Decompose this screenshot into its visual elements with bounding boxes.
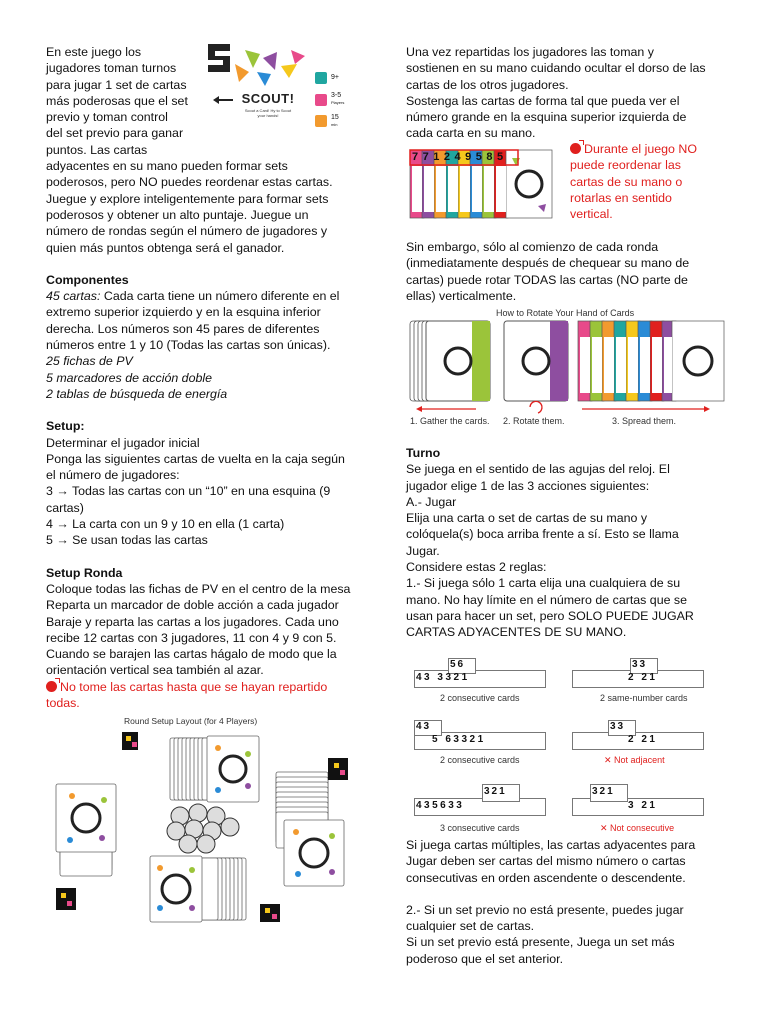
- layout-caption: Round Setup Layout (for 4 Players): [124, 716, 258, 726]
- played-numbers: 33: [632, 659, 648, 670]
- turn-line: colóquela(s) boca arriba frente a sí. Esto se llama: [406, 527, 679, 542]
- intro-line: del set previo para ganar: [46, 126, 184, 141]
- hand-numbers: 43 3321: [416, 672, 470, 683]
- round-line: Coloque todas las fichas de PV en el centro de la mesa: [46, 581, 351, 596]
- rotate-line: cartas) puede rotar TODAS las cartas (NO parte de: [406, 272, 688, 287]
- setup-line: 4 → La carta con un 9 y 10 en ella (1 carta): [46, 517, 285, 532]
- turn-section: [406, 445, 736, 641]
- rotate-title: How to Rotate Your Hand of Cards: [496, 308, 635, 318]
- setup-line: 3 → Todas las cartas con un “10” en una esquina (9: [46, 484, 331, 499]
- component-item: 5 marcadores de acción doble: [46, 370, 212, 385]
- rotate-caption-3: 3. Spread them.: [612, 416, 677, 426]
- box-players-label: Players: [331, 100, 345, 105]
- cards-text: derecha. Los números son 45 pares de diferentes: [46, 321, 320, 336]
- turn-line: Se juega en el sentido de las agujas del reloj. El: [406, 462, 670, 477]
- component-item: 25 fichas de PV: [46, 354, 133, 369]
- rotate-hand-figure: [406, 303, 726, 427]
- played-numbers: 321: [592, 786, 615, 797]
- example-card-set: [408, 780, 558, 833]
- intro-line: para jugar 1 set de cartas: [46, 77, 187, 92]
- box-time: 15: [331, 114, 339, 121]
- turn-line: 1.- Si juega sólo 1 carta elija una cualquiera de su: [406, 576, 681, 591]
- turn-line: Considere estas 2 reglas:: [406, 560, 547, 575]
- round-setup-heading: Setup Ronda: [46, 565, 123, 580]
- intro-line: poderosos y obtener un alto puntaje. Juegue un: [46, 207, 309, 222]
- round-line: Reparta un marcador de doble acción a cada jugador: [46, 598, 339, 613]
- no-reorder-warning: [570, 141, 730, 222]
- example-caption: 2 same-number cards: [600, 693, 688, 703]
- components-cards: [46, 288, 364, 304]
- hold-line: número grande en la esquina superior izquierda de: [406, 110, 687, 125]
- example-card-set: [568, 714, 718, 764]
- caption-text: Not adjacent: [614, 755, 665, 765]
- round-line: Cuando se barajen las cartas hágalo de modo que la: [46, 647, 337, 662]
- intro-line: puntos. Las cartas: [46, 142, 148, 157]
- played-numbers: 43: [416, 721, 432, 732]
- turn-heading: Turno: [406, 446, 441, 460]
- turn-line: Jugar.: [406, 543, 440, 558]
- example-caption: [604, 752, 665, 768]
- intro-line: número de rondas según el número de jugadores y: [46, 224, 328, 239]
- round-line: recibe 12 cartas con 3 jugadores, 11 con 4 y 9 con 5.: [46, 630, 337, 645]
- warning-text: todas.: [46, 695, 80, 710]
- setup-line: 5 → Se usan todas las cartas: [46, 533, 208, 548]
- cards-text: extremo superior izquierdo y en la esquina inferior: [46, 305, 321, 320]
- warning-line: rotarlas en sentido: [570, 190, 672, 205]
- scout-box-image: [205, 42, 360, 142]
- rotate-caption-2: 2. Rotate them.: [503, 416, 565, 426]
- box-time-label: min: [331, 122, 338, 127]
- turn-line: A.- Jugar: [406, 494, 457, 509]
- intro-line: más poderosas que el set: [46, 93, 188, 108]
- played-numbers: 56: [450, 659, 466, 670]
- rotate-line: (inmediatamente después de chequear su mano de: [406, 256, 690, 271]
- warning-line: [570, 141, 730, 157]
- setup-line: el número de jugadores:: [46, 468, 180, 483]
- example-caption: 2 consecutive cards: [440, 755, 520, 765]
- played-numbers: 321: [484, 786, 507, 797]
- hold-line: sostienen en su mano cuidando ocultar el dorso de las: [406, 61, 706, 76]
- cross-icon: ✕: [604, 755, 615, 765]
- warning-line: puede reordenar las: [570, 158, 681, 173]
- play-examples: [408, 652, 728, 832]
- warning-line: cartas de su mano o: [570, 174, 683, 189]
- hold-line: Sostenga las cartas de forma tal que pueda ver el: [406, 93, 680, 108]
- setup-heading: Setup:: [46, 419, 85, 434]
- rule-line: poderoso que el set anterior.: [406, 951, 564, 966]
- setup-line: cartas): [46, 500, 84, 515]
- left-column: [46, 44, 364, 711]
- cross-icon: ✕: [600, 823, 611, 833]
- age-icon: [315, 72, 327, 84]
- rotate-paragraph: [406, 239, 736, 304]
- example-card-set: [408, 714, 558, 764]
- hold-line: Una vez repartidas los jugadores las toman y: [406, 45, 654, 59]
- example-card-set: [568, 780, 718, 833]
- example-caption: 2 consecutive cards: [440, 693, 520, 703]
- intro-line: previo y toman control: [46, 110, 168, 125]
- hand-cards-figure: [408, 146, 558, 222]
- rule-line: Si un set previo está presente, Juega un set más: [406, 935, 675, 950]
- intro-line: adyacentes en su mano pueden formar sets: [46, 159, 288, 174]
- box-title: SCOUT!: [241, 91, 295, 106]
- rule-line: cualquier set de cartas.: [406, 919, 535, 934]
- hold-line: cartas de los otros jugadores.: [406, 77, 569, 92]
- round-line: orientación vertical sea también al azar.: [46, 663, 264, 678]
- intro-line: poderosos, pero NO puedes reordenar estas cartas.: [46, 175, 333, 190]
- rotate-caption-1: 1. Gather the cards.: [410, 416, 490, 426]
- example-card-set: [408, 652, 558, 702]
- hand-numbers: 2 21: [628, 734, 658, 745]
- box-age: 9+: [331, 74, 339, 81]
- clock-icon: [315, 115, 327, 127]
- cards-text: números entre 1 y 10 (Todas las cartas son únicas).: [46, 338, 331, 353]
- example-card-set: [568, 652, 718, 702]
- round-setup-figure: [52, 710, 357, 925]
- bomb-icon: [570, 143, 581, 154]
- example-caption: [600, 820, 674, 836]
- round-line: Baraje y reparta las cartas a los jugadores. Cada uno: [46, 614, 339, 629]
- right-column: [406, 44, 724, 142]
- cards-label: 45 cartas:: [46, 289, 101, 304]
- hold-line: cada carta en su mano.: [406, 126, 536, 141]
- rule-line: Si juega cartas múltiples, las cartas adyacentes para: [406, 838, 696, 852]
- setup-line: Determinar el jugador inicial: [46, 435, 200, 450]
- intro-line: quien más puntos obtenga será el ganador.: [46, 240, 285, 255]
- setup-line: Ponga las siguientes cartas de vuelta en la caja según: [46, 451, 345, 466]
- component-item: 2 tablas de búsqueda de energía: [46, 386, 228, 401]
- cards-text: Cada carta tiene un número diferente en el: [100, 289, 340, 304]
- intro-line: Juegue y explore inteligentemente para formar sets: [46, 191, 329, 206]
- bomb-icon: [46, 681, 57, 692]
- intro-line: En este juego los: [46, 45, 142, 59]
- turn-line: mano. No hay límite en el número de cartas que se: [406, 592, 688, 607]
- hand-numbers: 435633: [416, 800, 465, 811]
- warning-text: Durante el juego NO: [584, 142, 697, 156]
- rotate-steps-icon: [406, 303, 726, 427]
- box-tagline: Scout a Card! Hy to Scout your hands!: [244, 108, 292, 118]
- hand-numbers: 771249585: [412, 151, 508, 163]
- turn-line: Elija una carta o set de cartas de su mano y: [406, 511, 648, 526]
- example-caption: 3 consecutive cards: [440, 823, 520, 833]
- rule-line: consecutivas en orden ascendente o descendente.: [406, 870, 686, 885]
- played-numbers: 33: [610, 721, 626, 732]
- multiple-cards-paragraph: [406, 837, 736, 967]
- turn-line: jugador elige 1 de las 3 acciones siguientes:: [406, 478, 650, 493]
- rotate-line: Sin embargo, sólo al comienzo de cada ronda: [406, 240, 659, 254]
- turn-line: usan para hacer un set, pero SOLO PUEDE JUGAR: [406, 608, 694, 623]
- setup-layout-icon: [52, 710, 357, 925]
- warning-line: vertical.: [570, 207, 613, 222]
- warning-text: No tome las cartas hasta que se hayan repartido: [60, 679, 328, 694]
- players-icon: [315, 94, 327, 106]
- intro-line: jugadores toman turnos: [46, 61, 177, 76]
- rule-line: 2.- Si un set previo no está presente, puedes jugar: [406, 902, 684, 917]
- box-players: 3-5: [331, 92, 342, 99]
- rotate-line: ellas) verticalmente.: [406, 288, 517, 303]
- caption-text: Not consecutive: [610, 823, 675, 833]
- turn-line: CARTAS ADYACENTES DE SU MANO.: [406, 625, 627, 640]
- hand-numbers: 2 21: [628, 672, 658, 683]
- hand-numbers: 3 21: [628, 800, 658, 811]
- hand-numbers: 5 63321: [432, 734, 486, 745]
- round-warning: [46, 679, 364, 695]
- rule-line: Jugar deben ser cartas del mismo número o cartas: [406, 854, 686, 869]
- components-heading: Componentes: [46, 272, 129, 287]
